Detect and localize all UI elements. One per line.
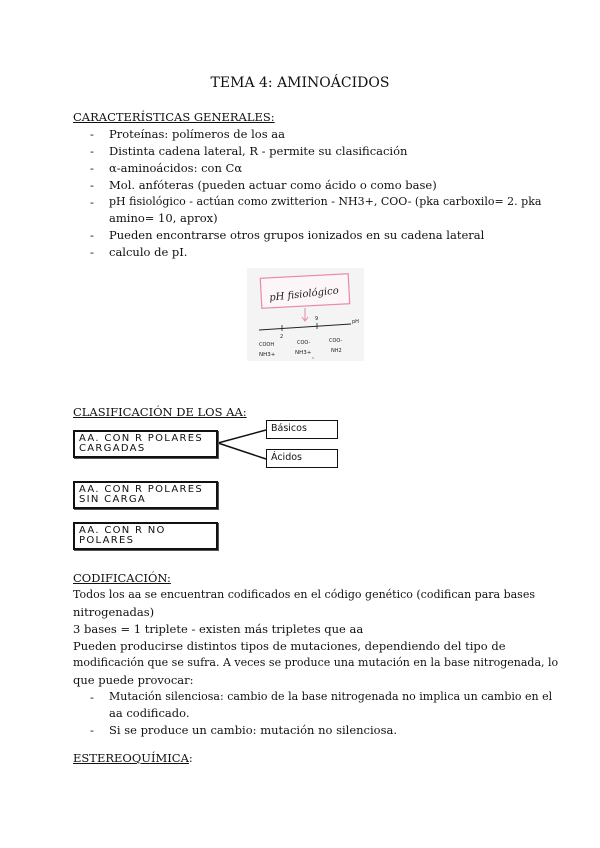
bullet-dash: - <box>90 228 94 242</box>
section-heading-clasificacion: CLASIFICACIÓN DE LOS AA: <box>73 405 247 419</box>
sketch-label: pH fisiológico <box>268 285 340 304</box>
paragraph-line: Pueden producirse distintos tipos de mutaciones, dependiendo del tipo de <box>73 639 506 653</box>
bullet-dash: - <box>90 690 94 704</box>
bullet-dash: - <box>90 144 94 158</box>
box-line: AA. CON R POLARES <box>79 433 204 444</box>
category-box-polares-sin-carga <box>73 481 218 509</box>
list-item-continuation: amino= 10, aprox) <box>109 211 218 225</box>
list-item: Distinta cadena lateral, R - permite su clasificación <box>109 144 408 158</box>
heading-text: ESTEREOQUÍMICA <box>73 751 189 765</box>
list-item: Pueden encontrarse otros grupos ionizados en su cadena lateral <box>109 228 485 242</box>
svg-text:NH2: NH2 <box>331 348 342 354</box>
section-heading-caracteristicas: CARACTERÍSTICAS GENERALES: <box>73 110 275 124</box>
list-item: Mutación silenciosa: cambio de la base nitrogenada no implica un cambio en el <box>109 690 553 703</box>
section-heading-codificacion: CODIFICACIÓN: <box>73 571 171 585</box>
list-item: Proteínas: polímeros de los aa <box>109 127 285 141</box>
subcategory-label: Ácidos <box>271 452 302 463</box>
list-item-continuation: aa codificado. <box>109 706 190 720</box>
svg-text:9: 9 <box>315 316 319 322</box>
svg-text:pH: pH <box>352 319 359 325</box>
bullet-dash: - <box>90 195 94 209</box>
paragraph-line: que puede provocar: <box>73 673 194 687</box>
svg-text:COOH: COOH <box>259 342 275 348</box>
box-line: SIN CARGA <box>79 494 147 505</box>
box-line: CARGADAS <box>79 443 146 454</box>
box-line: AA. CON R NO <box>79 525 166 536</box>
subcategory-box-basicos <box>266 420 338 439</box>
section-heading-estereoquimica <box>73 751 193 765</box>
box-line: AA. CON R POLARES <box>79 484 204 495</box>
paragraph-line: modificación que se sufra. A veces se produce una mutación en la base nitrogenada, lo <box>73 656 559 669</box>
bullet-dash: - <box>90 127 94 141</box>
list-item: pH fisiológico - actúan como zwitterion - NH3+, COO- (pka carboxilo= 2. pka <box>109 195 542 208</box>
svg-text:2: 2 <box>280 334 284 340</box>
list-item: calculo de pI. <box>109 245 188 259</box>
box-line: POLARES <box>79 535 135 546</box>
subcategory-box-acidos <box>266 449 338 468</box>
bullet-dash: - <box>90 245 94 259</box>
list-item: Si se produce un cambio: mutación no silenciosa. <box>109 723 397 737</box>
bullet-dash: - <box>90 723 94 737</box>
category-box-polares-cargadas <box>73 430 218 458</box>
list-item: α-aminoácidos: con Cα <box>109 161 243 175</box>
page-title: TEMA 4: AMINOÁCIDOS <box>210 75 390 91</box>
heading-colon: : <box>188 751 193 765</box>
svg-text:NH3+: NH3+ <box>295 350 312 356</box>
bullet-dash: - <box>90 161 94 175</box>
ph-sketch-image <box>247 268 364 361</box>
paragraph-line: 3 bases = 1 triplete - existen más tripletes que aa <box>73 622 364 636</box>
bullet-dash: - <box>90 178 94 192</box>
svg-text:COO-: COO- <box>297 340 311 346</box>
paragraph-line: nitrogenadas) <box>73 605 155 619</box>
paragraph-line: Todos los aa se encuentran codificados en el código genético (codifican para bases <box>73 588 535 601</box>
category-box-no-polares <box>73 522 218 550</box>
svg-text:COO-: COO- <box>329 338 343 344</box>
subcategory-label: Básicos <box>271 423 307 434</box>
svg-text:NH3+: NH3+ <box>259 352 276 358</box>
list-item: Mol. anfóteras (pueden actuar como ácido o como base) <box>109 178 437 192</box>
